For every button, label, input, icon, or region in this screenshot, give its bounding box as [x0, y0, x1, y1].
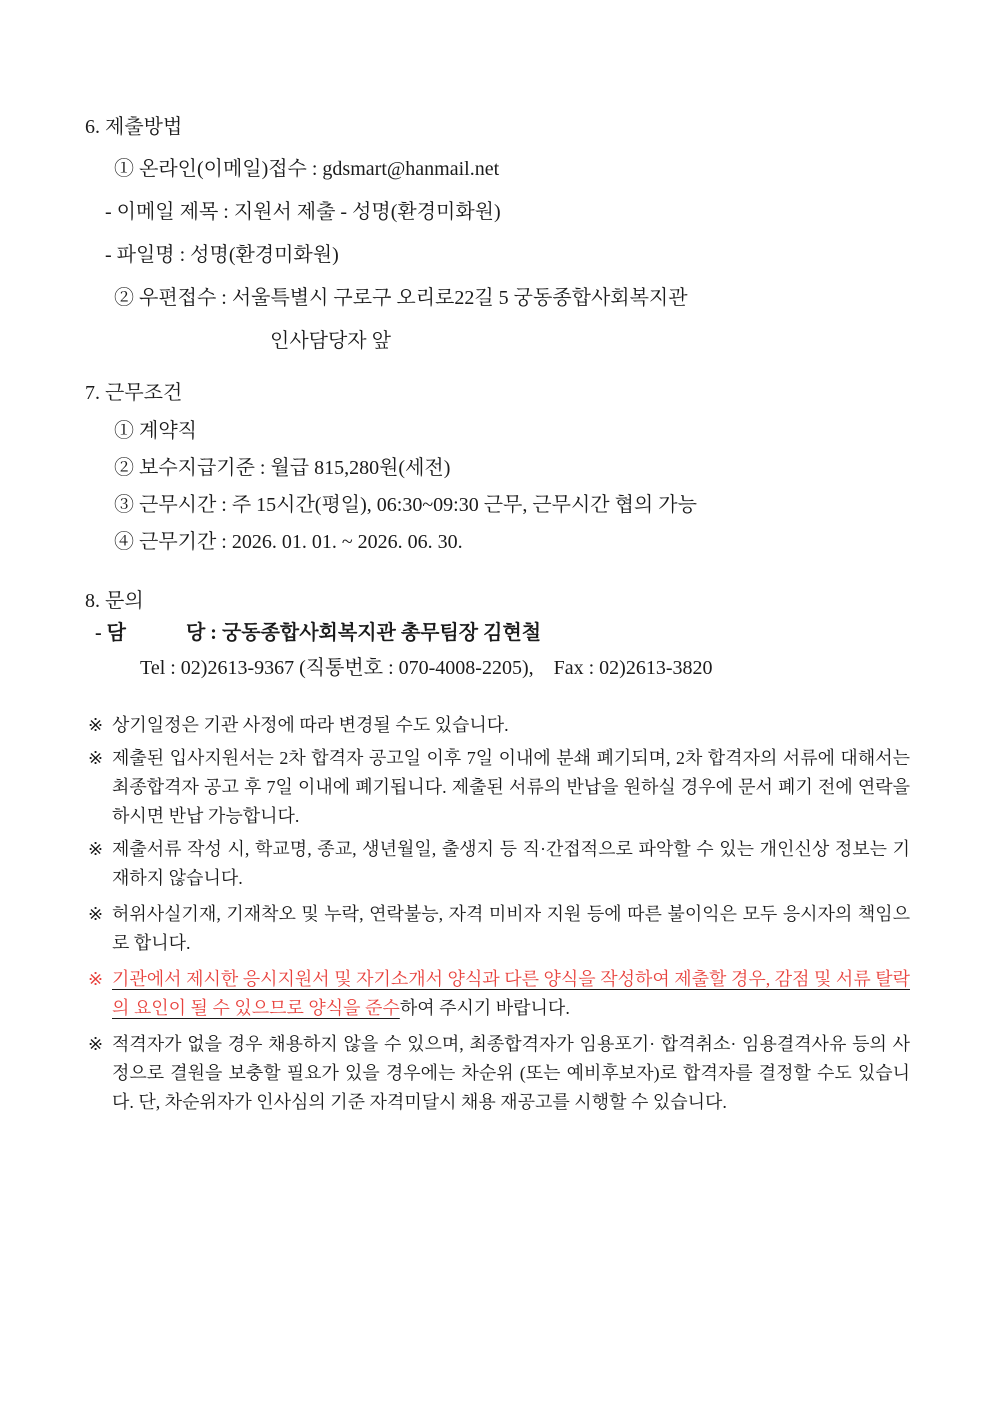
reference-mark: ※ [88, 715, 104, 735]
note-warning-black-text: 하여 주시기 바랍니다. [399, 998, 570, 1018]
note-vacancy-replacement [85, 1030, 910, 1117]
condition-salary-line: ② 보수지급기준 : 월급 815,280원(세전) [114, 457, 451, 479]
condition-hours-line: ③ 근무시간 : 주 15시간(평일), 06:30~09:30 근무, 근무시간 협의 가능 [114, 494, 697, 516]
note-text: 상기일정은 기관 사정에 따라 변경될 수도 있습니다. [112, 715, 509, 735]
section-inquiry [85, 586, 910, 683]
reference-mark: ※ [88, 748, 104, 768]
section-7-heading: 7. 근무조건 [85, 382, 183, 404]
submission-online-line: ① 온라인(이메일)접수 : gdsmart@hanmail.net [114, 158, 500, 180]
reference-mark: ※ [88, 904, 104, 924]
submission-filename-line: - 파일명 : 성명(환경미화원) [105, 244, 339, 266]
note-text: 제출된 입사지원서는 2차 합격자 공고일 이후 7일 이내에 분쇄 폐기되며, 2차 합격자의 서류에 대해서는 최종합격자 공고 후 7일 이내에 폐기됩니다. 제출된 서류의 반납을 원하실 경우에 문서 폐기 전에 연락을 하시면 반납 가능합니다. [112, 748, 910, 826]
note-text: 적격자가 없을 경우 채용하지 않을 수 있으며, 최종합격자가 임용포기· 합격취소· 임용결격사유 등의 사정으로 결원을 보충할 필요가 있을 경우에는 차순위 (또는 예비후보자)로 합격자를 결정할 수도 있습니다. 단, 차순위자가 인사심의 기준 자격미달시 채용 재공고를 시행할 수 있습니다. [112, 1034, 910, 1112]
note-text [112, 965, 910, 1023]
submission-postal-line: ② 우편접수 : 서울특별시 구로구 오리로22길 5 궁동종합사회복지관 [114, 287, 688, 309]
note-personal-info-exclusion [85, 835, 910, 893]
condition-contract-line: ① 계약직 [114, 420, 197, 442]
note-warning-red-text: 기관에서 제시한 응시지원서 및 자기소개서 양식과 다른 양식을 작성하여 제출할 경우, 감점 및 서류 탈락의 요인이 될 수 있으므로 양식을 준수 [112, 969, 910, 1018]
note-form-compliance-warning [85, 965, 910, 1023]
note-schedule-change [85, 711, 910, 740]
condition-period-line: ④ 근무기간 : 2026. 01. 01. ~ 2026. 06. 30. [114, 531, 463, 553]
reference-mark: ※ [88, 969, 104, 989]
note-document-disposal [85, 744, 910, 831]
reference-mark: ※ [88, 839, 104, 859]
note-applicant-responsibility [85, 900, 910, 958]
submission-email-subject-line: - 이메일 제목 : 지원서 제출 - 성명(환경미화원) [105, 201, 501, 223]
reference-mark: ※ [88, 1034, 104, 1054]
section-8-heading: 8. 문의 [85, 590, 144, 612]
section-working-conditions [85, 378, 910, 557]
note-text: 허위사실기재, 기재착오 및 누락, 연락불능, 자격 미비자 지원 등에 따른 불이익은 모두 응시자의 책임으로 합니다. [112, 904, 910, 953]
reference-notes [85, 711, 910, 1117]
submission-postal-continuation: 인사담당자 앞 [270, 330, 391, 352]
section-submission-method [85, 112, 910, 356]
section-6-heading: 6. 제출방법 [85, 116, 183, 138]
inquiry-contact-person-line: - 담 당 : 궁동종합사회복지관 총무팀장 김현철 [95, 622, 542, 644]
note-text: 제출서류 작성 시, 학교명, 종교, 생년월일, 출생지 등 직·간접적으로 파악할 수 있는 개인신상 정보는 기재하지 않습니다. [112, 839, 910, 888]
inquiry-phone-fax-line: Tel : 02)2613-9367 (직통번호 : 070-4008-2205), Fax : 02)2613-3820 [140, 657, 713, 679]
